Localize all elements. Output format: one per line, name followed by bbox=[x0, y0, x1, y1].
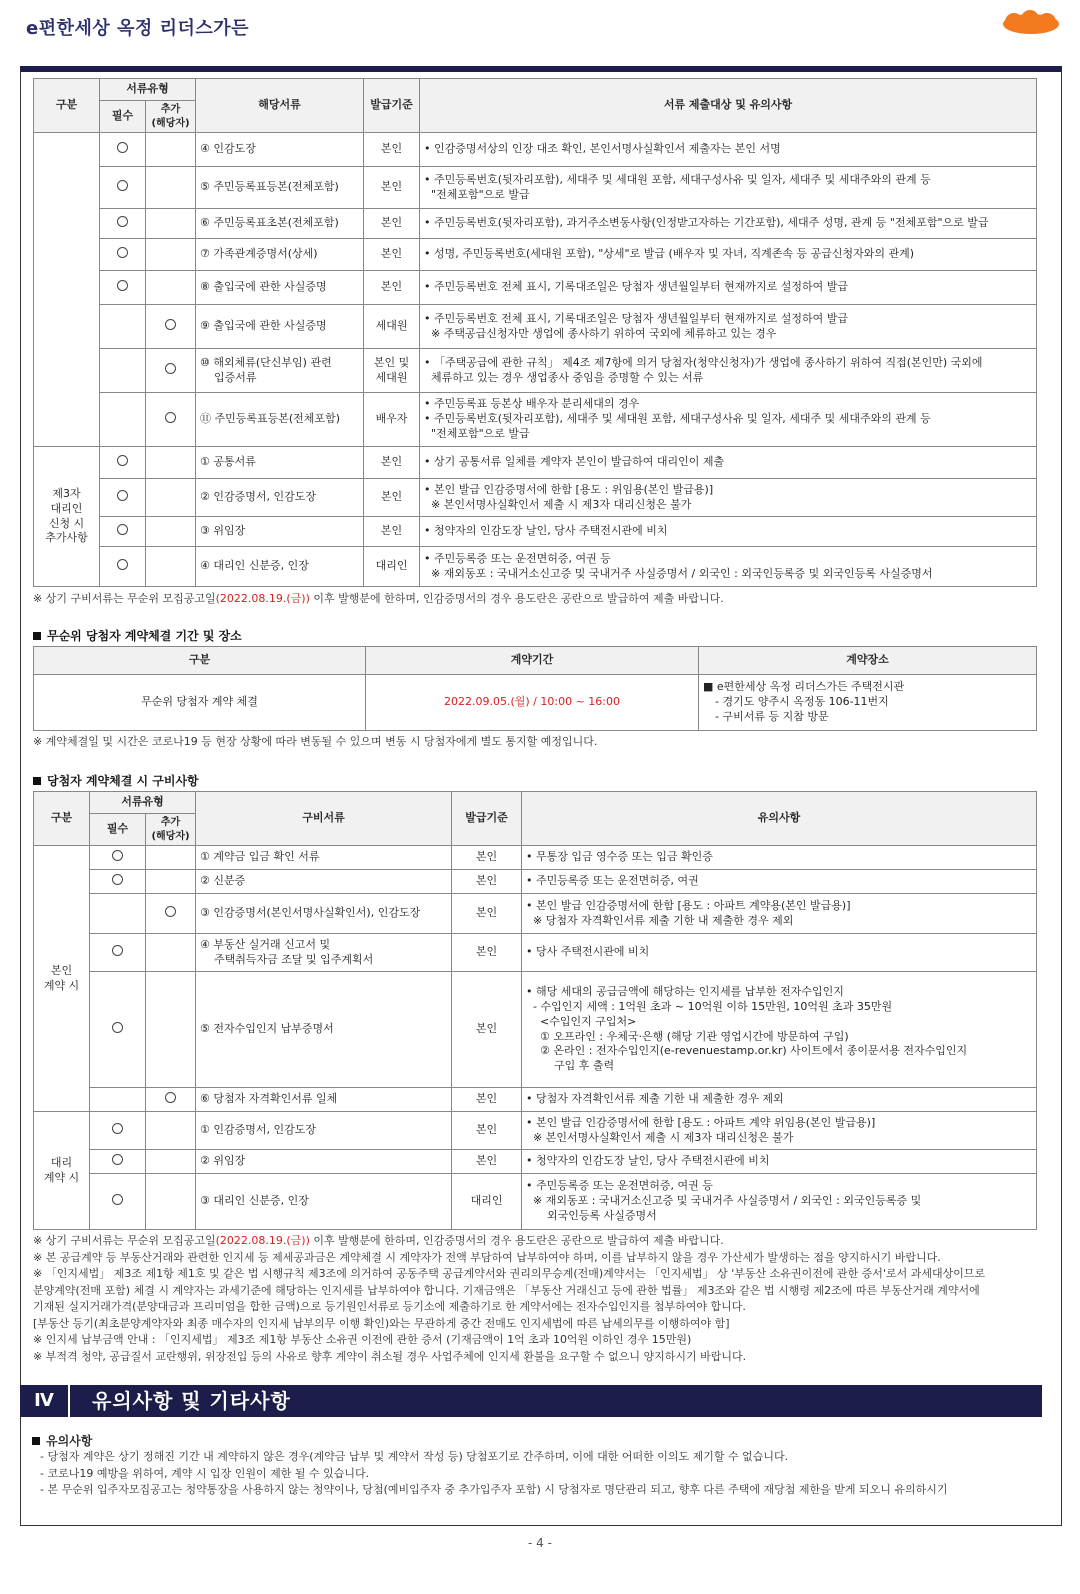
t1-category bbox=[34, 133, 100, 447]
t2-header-basis: 발급기준 bbox=[452, 792, 522, 846]
contract-header-place: 계약장소 bbox=[699, 647, 1037, 675]
required-mark-icon bbox=[112, 874, 123, 885]
table-row bbox=[34, 1174, 1037, 1230]
document-cell: ① 공통서류 bbox=[196, 447, 364, 479]
t1-header-required: 필수 bbox=[100, 101, 146, 133]
contract-docs-table bbox=[33, 791, 1037, 1230]
document-cell: ② 위임장 bbox=[196, 1150, 452, 1174]
required-cell bbox=[100, 209, 146, 239]
document-cell: ⑧ 출입국에 관한 사실증명 bbox=[196, 271, 364, 305]
required-mark-icon bbox=[117, 455, 128, 466]
t2-header-additional: 추가 (해당자) bbox=[146, 814, 196, 846]
contract-section bbox=[33, 627, 1037, 751]
contract-docs-section bbox=[33, 772, 1037, 1365]
required-cell bbox=[90, 870, 146, 894]
additional-cell bbox=[146, 934, 196, 972]
t1-header-category: 구분 bbox=[34, 79, 100, 133]
required-cell bbox=[100, 393, 146, 447]
page-header bbox=[0, 0, 1080, 66]
basis-cell: 본인 bbox=[452, 1150, 522, 1174]
additional-cell bbox=[146, 1112, 196, 1150]
document-cell: ③ 대리인 신분증, 인장 bbox=[196, 1174, 452, 1230]
table-row bbox=[34, 934, 1037, 972]
required-cell bbox=[90, 1112, 146, 1150]
document-cell: ⑪ 주민등록표등본(전체포함) bbox=[196, 393, 364, 447]
required-mark-icon bbox=[112, 850, 123, 861]
table-row bbox=[34, 167, 1037, 209]
t2-header-category: 구분 bbox=[34, 792, 90, 846]
required-cell bbox=[100, 239, 146, 271]
required-cell bbox=[90, 894, 146, 934]
t2-fn1-pre: ※ 상기 구비서류는 무순위 모집공고일 bbox=[33, 1234, 216, 1247]
basis-cell: 본인 bbox=[452, 934, 522, 972]
contract-header-category: 구분 bbox=[34, 647, 366, 675]
documents-table-section bbox=[33, 78, 1037, 608]
basis-cell: 대리인 bbox=[364, 547, 420, 587]
required-cell bbox=[90, 972, 146, 1088]
required-mark-icon bbox=[117, 280, 128, 291]
section4-title: 유의사항 및 기타사항 bbox=[92, 1389, 291, 1413]
notes-item: - 코로나19 예방을 위하여, 계약 시 입장 인원이 제한 될 수 있습니다. bbox=[40, 1466, 370, 1480]
document-cell: ④ 부동산 실거래 신고서 및 주택취득자금 조달 및 입주계획서 bbox=[196, 934, 452, 972]
additional-cell bbox=[146, 393, 196, 447]
t1-footnote bbox=[33, 591, 1037, 608]
required-cell bbox=[90, 846, 146, 870]
required-cell bbox=[90, 1174, 146, 1230]
contract-place-line1: ■ e편한세상 옥정 리더스가든 주택전시관 bbox=[703, 680, 905, 694]
t2-header-note: 유의사항 bbox=[522, 792, 1037, 846]
table-row bbox=[34, 1088, 1037, 1112]
section4-banner bbox=[20, 1385, 1042, 1417]
note-cell: • 본인 발급 인감증명서에 한함 [용도 : 위임용(본인 발급용)] ※ 본인서명사실확인서 제출 시 제3자 대리신청은 불가 bbox=[420, 479, 1037, 517]
required-cell bbox=[100, 517, 146, 547]
required-cell bbox=[100, 447, 146, 479]
required-cell bbox=[90, 1150, 146, 1174]
required-mark-icon bbox=[117, 559, 128, 570]
required-mark-icon bbox=[165, 363, 176, 374]
basis-cell: 대리인 bbox=[452, 1174, 522, 1230]
basis-cell: 본인 bbox=[364, 447, 420, 479]
required-mark-icon bbox=[117, 180, 128, 191]
table-row bbox=[34, 349, 1037, 393]
required-cell bbox=[100, 349, 146, 393]
required-cell bbox=[100, 133, 146, 167]
required-mark-icon bbox=[117, 524, 128, 535]
table-row bbox=[34, 972, 1037, 1088]
required-cell bbox=[100, 167, 146, 209]
required-cell bbox=[90, 934, 146, 972]
additional-cell bbox=[146, 1150, 196, 1174]
note-cell: • 주민등록번호 전체 표시, 기록대조일은 당첨자 생년월일부터 현재까지로 설정하여 발급 bbox=[420, 271, 1037, 305]
note-cell: • 주민등록표 등본상 배우자 분리세대의 경우 • 주민등록번호(뒷자리포함), 세대주 및 세대원 포함, 세대구성사유 및 일자, 세대주 및 세대주와의 관계 등 "전체포함"으로 발급 bbox=[420, 393, 1037, 447]
additional-cell bbox=[146, 305, 196, 349]
required-mark-icon bbox=[112, 1194, 123, 1205]
additional-cell bbox=[146, 846, 196, 870]
note-cell: • 무통장 입금 영수증 또는 입금 확인증 bbox=[522, 846, 1037, 870]
document-cell: ① 인감증명서, 인감도장 bbox=[196, 1112, 452, 1150]
table-row bbox=[34, 894, 1037, 934]
t2-footnote-2: ※ 본 공급계약 등 부동산거래와 관련한 인지세 등 제세공과금은 계약체결 시 계약자가 전액 부담하여 납부하여야 하며, 이를 납부하지 않을 경우 가산세가 발생하는 점을 양지하시기 바랍니다. bbox=[33, 1250, 941, 1264]
basis-cell: 본인 bbox=[452, 1088, 522, 1112]
table-row bbox=[34, 393, 1037, 447]
note-cell: • 주민등록증 또는 운전면허증, 여권 bbox=[522, 870, 1037, 894]
additional-cell bbox=[146, 972, 196, 1088]
required-cell bbox=[100, 547, 146, 587]
additional-cell bbox=[146, 517, 196, 547]
basis-cell: 본인 bbox=[364, 271, 420, 305]
t2-footnote-5: ※ 부적격 청약, 공급질서 교란행위, 위장전입 등의 사유로 향후 계약이 취소될 경우 사업주체에 인지세 환불을 요구할 수 없으니 양지하시기 바랍니다. bbox=[33, 1349, 747, 1363]
t1-footnote-post: 이후 발행분에 한하며, 인감증명서의 경우 용도란은 공란으로 발급하여 제출 바랍니다. bbox=[309, 592, 724, 605]
t1-header-document: 해당서류 bbox=[196, 79, 364, 133]
brand-title: e편한세상 옥정 리더스가든 bbox=[26, 18, 250, 39]
additional-cell bbox=[146, 349, 196, 393]
note-cell: • 주민등록증 또는 운전면허증, 여권 등 ※ 재외동포 : 국내거소신고증 및 국내거주 사실증명서 / 외국인 : 외국인등록증 및 외국인등록 사실증명서 bbox=[522, 1174, 1037, 1230]
additional-cell bbox=[146, 479, 196, 517]
note-cell: • 본인 발급 인감증명서에 한함 [용도 : 아파트 계약용(본인 발급용)] ※ 당첨자 자격확인서류 제출 기한 내 제출한 경우 제외 bbox=[522, 894, 1037, 934]
document-cell: ⑥ 당첨자 자격확인서류 일체 bbox=[196, 1088, 452, 1112]
notes-list bbox=[32, 1449, 1042, 1499]
required-mark-icon bbox=[117, 247, 128, 258]
contract-category: 무순위 당첨자 계약 체결 bbox=[34, 675, 366, 731]
contract-header-period: 계약기간 bbox=[366, 647, 699, 675]
notes-title-text: 유의사항 bbox=[46, 1434, 93, 1448]
notes-item: - 본 무순위 입주자모집공고는 청약통장을 사용하지 않는 청약이나, 당첨(예비입주자 중 추가입주자 포함) 시 당첨자로 명단관리 되고, 향후 다른 주택에 재당첨 제한을 받게 되오니 유의하시기 bbox=[40, 1483, 948, 1496]
t2-footnote-3: ※ 「인지세법」 제3조 제1항 제1호 및 같은 법 시행규칙 제3조에 의거하여 공동주택 공급계약서와 권리의무승계(전매)계약서는 「인지세법」 상 '부동산 소유권이전에 관한 증서'로서 과세대상이므로 분양계약(전매 포함) 체결 시 계약자는 과세기준에 해당하는 인지세를 납부하여야 합니다. 기재금액은 「부동산 거래신고 등에 관한 법률」 제3조와 같은 법 시행령 제2조에 따른 부동산거래 계약서에 기재된 실지거래가격(분양대금과 프리미엄을 합한 금액)으로 등기원인서류로 등기소에 제출하기로 한 계약서에는 전자수입인지를 첨부하여야 합니다. [부동산 등기(최초분양계약자와 최종 매수자의 인지세 납부의무 이행 확인)와는 무관하게 중간 전매도 인지세법에 따른 납세의무를 이행하여야 함] bbox=[33, 1267, 986, 1330]
t1-footnote-pre: ※ 상기 구비서류는 무순위 모집공고일 bbox=[33, 592, 216, 605]
additional-cell bbox=[146, 447, 196, 479]
additional-cell bbox=[146, 894, 196, 934]
t1-header-note: 서류 제출대상 및 유의사항 bbox=[420, 79, 1037, 133]
document-cell: ③ 인감증명서(본인서명사실확인서), 인감도장 bbox=[196, 894, 452, 934]
t1-header-basis: 발급기준 bbox=[364, 79, 420, 133]
additional-cell bbox=[146, 547, 196, 587]
note-cell: • 해당 세대의 공급금액에 해당하는 인지세를 납부한 전자수입인지 - 수입인지 세액 : 1억원 초과 ~ 10억원 이하 15만원, 10억원 초과 35만원 <수입인지 구입처> ① 오프라인 : 우체국·은행 (해당 기관 영업시간에 방문하여 구입) ② 온라인 : 전자수입인지(e-revenuestamp.or.kr) 사이트에서 종이문서용 전자수입인지 구입 후 출력 bbox=[522, 972, 1037, 1088]
required-cell bbox=[100, 479, 146, 517]
additional-cell bbox=[146, 167, 196, 209]
document-cell: ④ 대리인 신분증, 인장 bbox=[196, 547, 364, 587]
required-mark-icon bbox=[112, 1022, 123, 1033]
t2-header-type: 서류유형 bbox=[90, 792, 196, 814]
required-cell bbox=[90, 1088, 146, 1112]
note-cell: • 「주택공급에 관한 규칙」 제4조 제7항에 의거 당첨자(청약신청자)가 생업에 종사하기 위하여 직접(본인만) 국외에 체류하고 있는 경우 생업종사 중임을 증명할 수 있는 서류 bbox=[420, 349, 1037, 393]
required-cell bbox=[100, 305, 146, 349]
note-cell: • 청약자의 인감도장 날인, 당사 주택전시관에 비치 bbox=[522, 1150, 1037, 1174]
required-mark-icon bbox=[165, 319, 176, 330]
additional-cell bbox=[146, 870, 196, 894]
section4-number: Ⅳ bbox=[20, 1385, 70, 1417]
note-cell: • 본인 발급 인감증명서에 한함 [용도 : 아파트 계약 위임용(본인 발급용)] ※ 본인서명사실확인서 제출 시 제3자 대리신청은 불가 bbox=[522, 1112, 1037, 1150]
document-cell: ⑤ 전자수입인지 납부증명서 bbox=[196, 972, 452, 1088]
document-cell: ① 계약금 입금 확인 서류 bbox=[196, 846, 452, 870]
notes-item: - 당첨자 계약은 상기 정해진 기간 내 계약하지 않은 경우(계약금 납부 및 계약서 작성 등) 당첨포기로 간주하며, 이에 대한 어떠한 이의도 제기할 수 없습니다. bbox=[40, 1450, 789, 1463]
note-cell: • 청약자의 인감도장 날인, 당사 주택전시관에 비치 bbox=[420, 517, 1037, 547]
notes-section bbox=[32, 1432, 1042, 1499]
t2-footnotes bbox=[33, 1233, 1037, 1365]
contract-place-line2: - 경기도 양주시 옥정동 106-11번지 bbox=[715, 695, 889, 709]
t2-category: 본인 계약 시 bbox=[34, 846, 90, 1112]
basis-cell: 본인 bbox=[452, 1112, 522, 1150]
basis-cell: 본인 bbox=[364, 133, 420, 167]
note-cell: • 주민등록번호(뒷자리포함), 세대주 및 세대원 포함, 세대구성사유 및 일자, 세대주 및 세대주와의 관계 등 "전체포함"으로 발급 bbox=[420, 167, 1037, 209]
basis-cell: 본인 bbox=[452, 870, 522, 894]
basis-cell: 배우자 bbox=[364, 393, 420, 447]
t1-category: 제3자 대리인 신청 시 추가사항 bbox=[34, 447, 100, 587]
t2-fn1-post: 이후 발행분에 한하며, 인감증명서의 경우 용도란은 공란으로 발급하여 제출 바랍니다. bbox=[309, 1234, 724, 1247]
page-number: - 4 - bbox=[528, 1536, 552, 1550]
required-cell bbox=[100, 271, 146, 305]
documents-table bbox=[33, 78, 1037, 587]
table-row bbox=[34, 479, 1037, 517]
contract-table bbox=[33, 646, 1037, 731]
table-row bbox=[34, 1112, 1037, 1150]
note-cell: • 주민등록증 또는 운전면허증, 여권 등 ※ 재외동포 : 국내거소신고증 및 국내거주 사실증명서 / 외국인 : 외국인등록증 및 외국인등록 사실증명서 bbox=[420, 547, 1037, 587]
additional-cell bbox=[146, 133, 196, 167]
document-cell: ④ 인감도장 bbox=[196, 133, 364, 167]
document-cell: ⑦ 가족관계증명서(상세) bbox=[196, 239, 364, 271]
table-row bbox=[34, 305, 1037, 349]
basis-cell: 본인 bbox=[452, 972, 522, 1088]
basis-cell: 본인 bbox=[364, 517, 420, 547]
brand-logo-icon bbox=[1000, 10, 1062, 38]
contract-title-text: 무순위 당첨자 계약체결 기간 및 장소 bbox=[47, 629, 242, 643]
note-cell: • 당사 주택전시관에 비치 bbox=[522, 934, 1037, 972]
additional-cell bbox=[146, 239, 196, 271]
table-row bbox=[34, 846, 1037, 870]
basis-cell: 본인 bbox=[364, 479, 420, 517]
table-row bbox=[34, 239, 1037, 271]
t2-header-document: 구비서류 bbox=[196, 792, 452, 846]
document-cell: ⑩ 해외체류(단신부임) 관련 입증서류 bbox=[196, 349, 364, 393]
table-row bbox=[34, 870, 1037, 894]
document-cell: ② 인감증명서, 인감도장 bbox=[196, 479, 364, 517]
required-mark-icon bbox=[117, 142, 128, 153]
contract-place-line3: - 구비서류 등 지참 방문 bbox=[715, 709, 829, 723]
document-cell: ⑨ 출입국에 관한 사실증명 bbox=[196, 305, 364, 349]
t2-fn1-date: (2022.08.19.(금)) bbox=[215, 1234, 310, 1247]
document-cell: ③ 위임장 bbox=[196, 517, 364, 547]
notes-title bbox=[32, 1432, 1042, 1449]
basis-cell: 본인 bbox=[364, 167, 420, 209]
table-row bbox=[34, 1150, 1037, 1174]
additional-cell bbox=[146, 209, 196, 239]
t2-footnote-4: ※ 인지세 납부금액 안내 : 「인지세법」 제3조 제1항 부동산 소유권 이전에 관한 증서 (기재금액이 1억 초과 10억원 이하인 경우 15만원) bbox=[33, 1333, 692, 1346]
table-row bbox=[34, 271, 1037, 305]
note-cell: • 당첨자 자격확인서류 제출 기한 내 제출한 경우 제외 bbox=[522, 1088, 1037, 1112]
table-row bbox=[34, 133, 1037, 167]
basis-cell: 본인 bbox=[452, 894, 522, 934]
document-cell: ② 신분증 bbox=[196, 870, 452, 894]
basis-cell: 본인 bbox=[364, 209, 420, 239]
note-cell: • 주민등록번호 전체 표시, 기록대조일은 당첨자 생년월일부터 현재까지로 설정하여 발급 ※ 주택공급신청자만 생업에 종사하기 위하여 국외에 체류하고 있는 경우 bbox=[420, 305, 1037, 349]
additional-cell bbox=[146, 1174, 196, 1230]
t2-header-required: 필수 bbox=[90, 814, 146, 846]
required-mark-icon bbox=[165, 1092, 176, 1103]
contract-place bbox=[699, 675, 1037, 731]
required-mark-icon bbox=[112, 1154, 123, 1165]
required-mark-icon bbox=[117, 216, 128, 227]
required-mark-icon bbox=[165, 412, 176, 423]
basis-cell: 본인 및 세대원 bbox=[364, 349, 420, 393]
note-cell: • 성명, 주민등록번호(세대원 포함), "상세"로 발급 (배우자 및 자녀, 직계존속 등 공급신청자와의 관계) bbox=[420, 239, 1037, 271]
required-mark-icon bbox=[117, 490, 128, 501]
table-row bbox=[34, 209, 1037, 239]
page-frame bbox=[20, 66, 1062, 1526]
contract-footnote: ※ 계약체결일 및 시간은 코로나19 등 현장 상황에 따라 변동될 수 있으며 변동 시 당첨자에게 별도 통지할 예정입니다. bbox=[33, 735, 598, 748]
note-cell: • 상기 공통서류 일체를 계약자 본인이 발급하여 대리인이 제출 bbox=[420, 447, 1037, 479]
required-mark-icon bbox=[165, 906, 176, 917]
t2-category: 대리 계약 시 bbox=[34, 1112, 90, 1230]
document-cell: ⑥ 주민등록표초본(전체포함) bbox=[196, 209, 364, 239]
t2-title-text: 당첨자 계약체결 시 구비사항 bbox=[47, 774, 199, 788]
contract-period: 2022.09.05.(월) / 10:00 ~ 16:00 bbox=[366, 675, 699, 731]
basis-cell: 세대원 bbox=[364, 305, 420, 349]
table-row bbox=[34, 547, 1037, 587]
contract-title bbox=[33, 627, 1037, 644]
additional-cell bbox=[146, 271, 196, 305]
t2-title bbox=[33, 772, 1037, 789]
required-mark-icon bbox=[112, 1123, 123, 1134]
t1-footnote-date: (2022.08.19.(금)) bbox=[215, 592, 310, 605]
basis-cell: 본인 bbox=[452, 846, 522, 870]
table-row bbox=[34, 517, 1037, 547]
additional-cell bbox=[146, 1088, 196, 1112]
document-cell: ⑤ 주민등록표등본(전체포함) bbox=[196, 167, 364, 209]
table-row bbox=[34, 447, 1037, 479]
basis-cell: 본인 bbox=[364, 239, 420, 271]
t2-footnote-1 bbox=[33, 1233, 1037, 1250]
required-mark-icon bbox=[112, 945, 123, 956]
note-cell: • 주민등록번호(뒷자리포함), 과거주소변동사항(인정받고자하는 기간포함), 세대주 성명, 관계 등 "전체포함"으로 발급 bbox=[420, 209, 1037, 239]
note-cell: • 인감증명서상의 인장 대조 확인, 본인서명사실확인서 제출자는 본인 서명 bbox=[420, 133, 1037, 167]
t1-header-additional: 추가 (해당자) bbox=[146, 101, 196, 133]
t1-header-type: 서류유형 bbox=[100, 79, 196, 101]
